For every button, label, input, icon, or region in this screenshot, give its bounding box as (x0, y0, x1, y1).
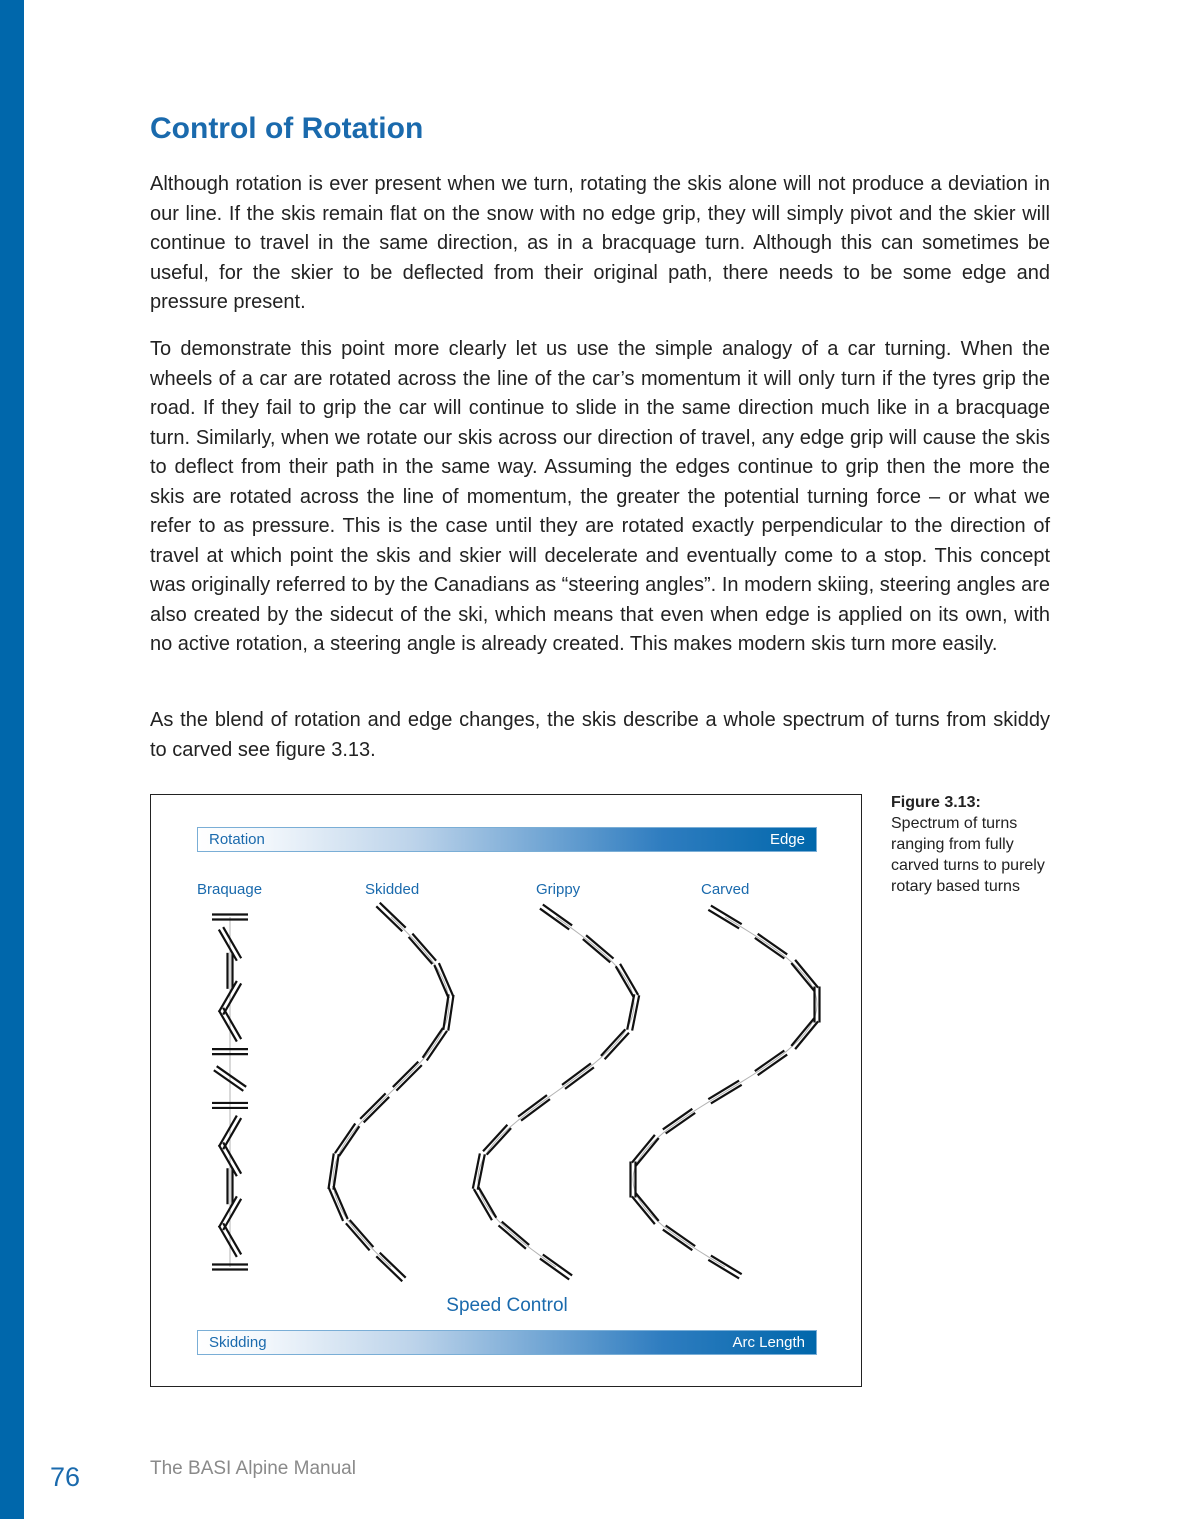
carved-path (633, 917, 817, 1267)
rotation-label: Rotation (209, 831, 265, 848)
skidded-path (333, 917, 449, 1267)
figure-caption (891, 792, 1066, 897)
paragraph-2: To demonstrate this point more clearly let us use the simple analogy of a car turning. When the wheels of a car are rotated across the line of the car’s momentum it will only turn if the tyres grip the road. If they fail to grip the car will continue to slide in the same direction much like in a bracquage turn. Similarly, when we rotate our skis across our direction of travel, any edge grip will cause the skis to deflect from their path in the same way. Assuming the edges continue to grip then the more the skis are rotated across the line of momentum, the greater the potential turning force – or what we refer to as pressure. This is the case until they are rotated exactly perpendicular to the direction of travel at which point the skis and skier will decelerate and eventually come to a stop. This concept was originally referred to by the Canadians as “steering angles”. In modern skiing, steering angles are also created by the sidecut of the ski, which means that even when edge is applied on its own, with no active rotation, a steering angle is already created. This makes modern skis turn more easily. (150, 338, 1050, 655)
caption-text: Spectrum of turns ranging from fully carved turns to purely rotary based turns (891, 815, 1045, 895)
paragraph-1: Although rotation is ever present when we turn, rotating the skis alone will not produce a deviation in our line. If the skis remain flat on the snow with no edge grip, they will simply pivot and the skier will continue to travel in the same direction, as in a bracquage turn. Although this can sometimes be useful, for the skier to be deflected from their original path, there needs to be some edge and pressure present. (150, 173, 1050, 313)
page-title: Control of Rotation (150, 112, 424, 145)
caption-title: Figure 3.13: (891, 794, 981, 811)
page-number: 76 (50, 1462, 81, 1492)
carved-label: Carved (701, 881, 750, 898)
grippy-path (478, 917, 634, 1267)
edge-label: Edge (769, 831, 805, 848)
skidding-label: Skidding (209, 1334, 267, 1351)
grippy-label: Grippy (536, 881, 581, 898)
arc-length-label: Arc Length (732, 1334, 805, 1351)
skidding-arc-length-bar (197, 1330, 817, 1355)
figure-3-13 (150, 794, 862, 1387)
sidebar-stripe (0, 0, 24, 1519)
paragraph-3: As the blend of rotation and edge changes, the skis describe a whole spectrum of turns from skiddy to carved see figure 3.13. (150, 709, 1050, 761)
braquage-label: Braquage (197, 881, 263, 898)
footer-title: The BASI Alpine Manual (150, 1458, 356, 1479)
speed-control-label: Speed Control (446, 1295, 568, 1316)
skidded-label: Skidded (365, 881, 420, 898)
